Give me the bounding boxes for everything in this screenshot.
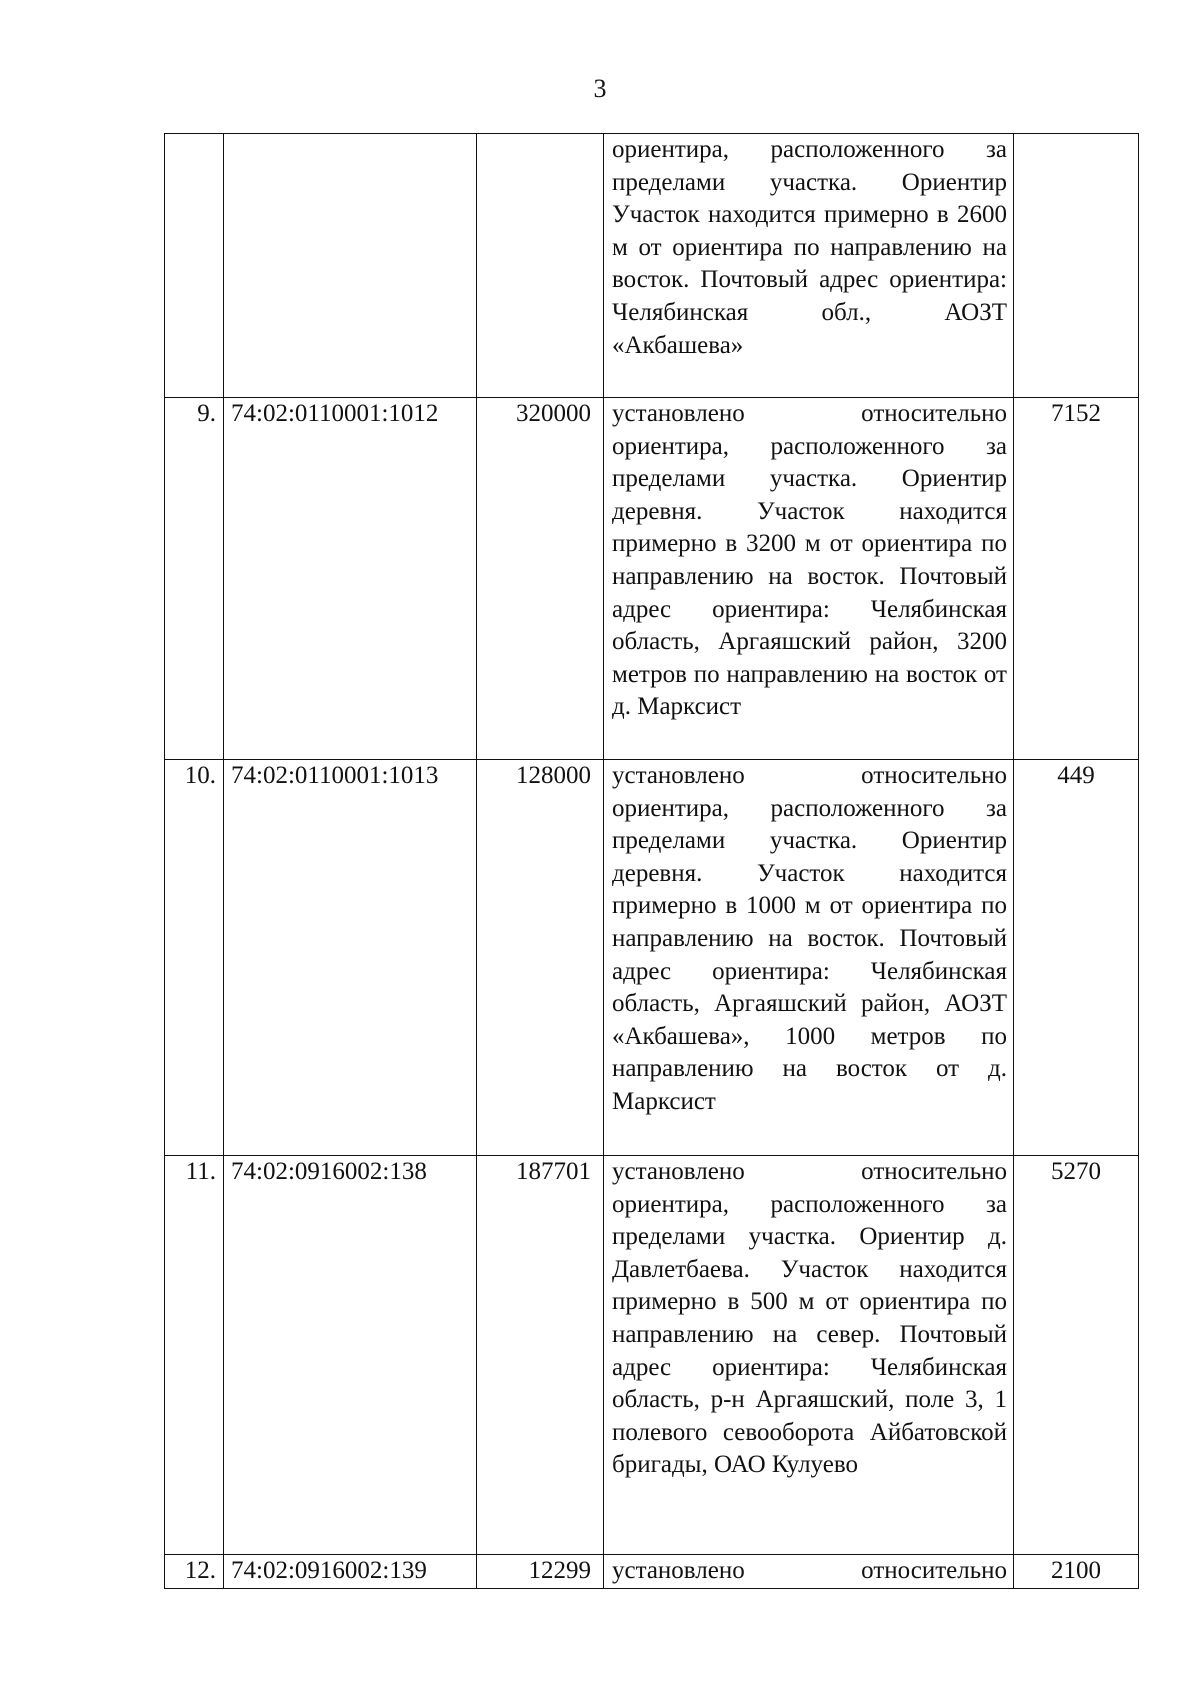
row-number: 12. bbox=[165, 1555, 224, 1589]
row-number: 11. bbox=[165, 1156, 224, 1555]
row-number: 10. bbox=[165, 760, 224, 1156]
land-parcels-table bbox=[164, 133, 1139, 1589]
cadastral-number: 74:02:0916002:138 bbox=[224, 1156, 477, 1555]
location-description: установлено относительно bbox=[604, 1555, 1014, 1589]
location-description: установлено относительно ориентира, расположенного за пределами участка. Ориентир д. Давлетбаева. Участок находится примерно в 500 м от ориентира по направлению на север. Почтовый адрес ориентира: Челябинская область, р-н Аргаяшский, поле 3, 1 полевого севооборота Айбатовской бригады, ОАО Кулуево bbox=[604, 1156, 1014, 1555]
parcel-value: 449 bbox=[1014, 760, 1139, 1156]
table-row bbox=[165, 398, 1139, 760]
table-row bbox=[165, 134, 1139, 398]
parcel-value: 7152 bbox=[1014, 398, 1139, 760]
table-row bbox=[165, 1156, 1139, 1555]
parcel-value: 2100 bbox=[1014, 1555, 1139, 1589]
table-row bbox=[165, 1555, 1139, 1589]
location-description: установлено относительно ориентира, расположенного за пределами участка. Ориентир деревня. Участок находится примерно в 3200 м от ориентира по направлению на восток. Почтовый адрес ориентира: Челябинская область, Аргаяшский район, 3200 метров по направлению на восток от д. Марксист bbox=[604, 398, 1014, 760]
parcel-area: 187701 bbox=[477, 1156, 604, 1555]
cadastral-number: 74:02:0110001:1012 bbox=[224, 398, 477, 760]
cadastral-number: 74:02:0110001:1013 bbox=[224, 760, 477, 1156]
location-description: установлено относительно ориентира, расположенного за пределами участка. Ориентир деревня. Участок находится примерно в 1000 м от ориентира по направлению на восток. Почтовый адрес ориентира: Челябинская область, Аргаяшский район, АОЗТ «Акбашева», 1000 метров по направлению на восток от д. Марксист bbox=[604, 760, 1014, 1156]
cadastral-number bbox=[224, 134, 477, 398]
parcel-value: 5270 bbox=[1014, 1156, 1139, 1555]
row-number: 9. bbox=[165, 398, 224, 760]
parcel-area: 320000 bbox=[477, 398, 604, 760]
table-row bbox=[165, 760, 1139, 1156]
parcel-area: 12299 bbox=[477, 1555, 604, 1589]
row-number bbox=[165, 134, 224, 398]
parcel-value bbox=[1014, 134, 1139, 398]
page-number: 3 bbox=[593, 74, 607, 103]
location-description: ориентира, расположенного за пределами участка. Ориентир Участок находится примерно в 2600 м от ориентира по направлению на восток. Почтовый адрес ориентира: Челябинская обл., АОЗТ «Акбашева» bbox=[604, 134, 1014, 398]
parcel-area bbox=[477, 134, 604, 398]
cadastral-number: 74:02:0916002:139 bbox=[224, 1555, 477, 1589]
parcel-area: 128000 bbox=[477, 760, 604, 1156]
